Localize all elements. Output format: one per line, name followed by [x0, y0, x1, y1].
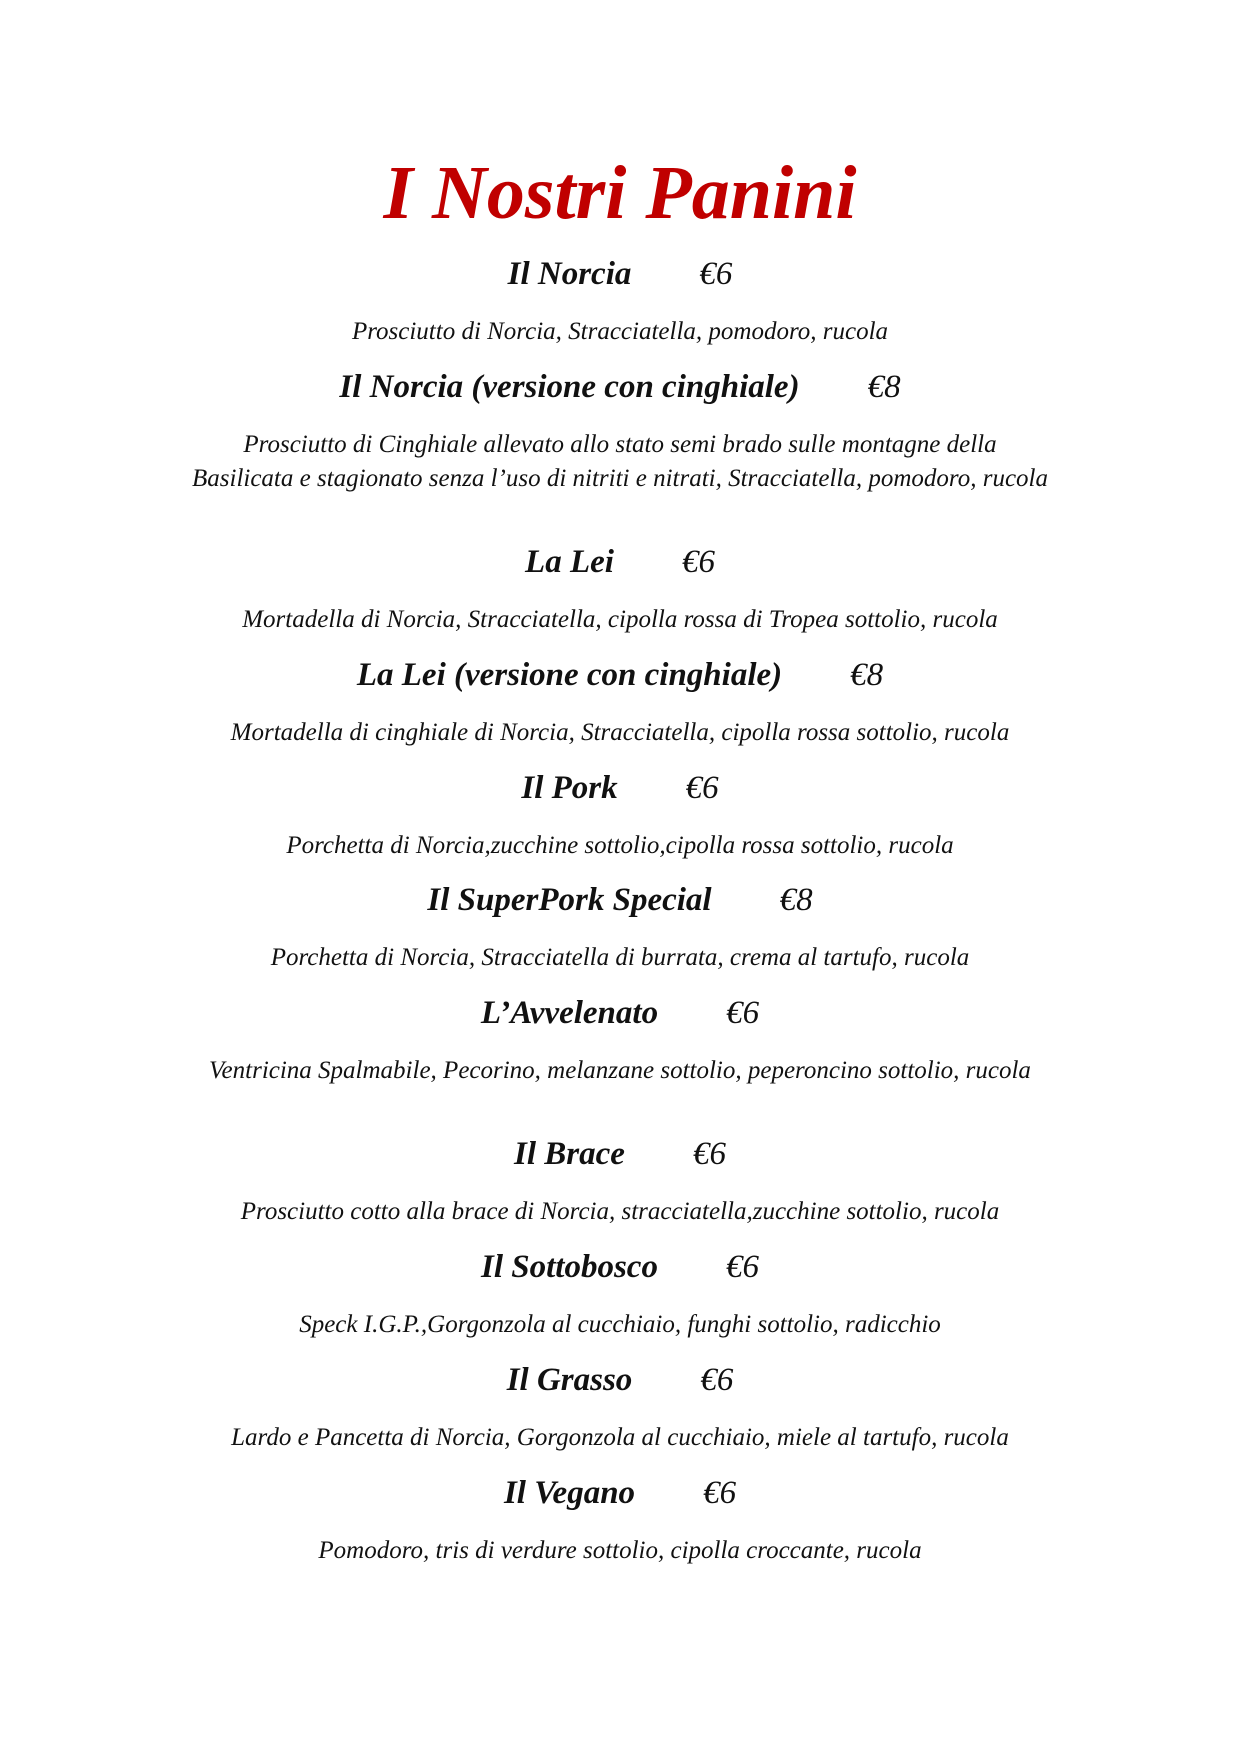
- menu-title: I Nostri Panini: [383, 151, 857, 235]
- menu-item-heading: [0, 880, 1240, 920]
- menu-item-heading: [0, 254, 1240, 294]
- menu-item-name: Il Vegano: [503, 1475, 636, 1511]
- menu-item-price: €6: [725, 1249, 759, 1285]
- menu-item-price: €6: [681, 544, 715, 580]
- menu-item-price: €6: [700, 1362, 734, 1398]
- menu-item-name: La Lei: [525, 544, 614, 580]
- menu-item-description: Speck I.G.P.,Gorgonzola al cucchiaio, funghi sottolio, radicchio: [299, 1311, 941, 1338]
- menu-item-price: €6: [703, 1475, 737, 1511]
- menu-item-name: Il SuperPork Special: [427, 882, 712, 918]
- menu-item-price: €8: [867, 369, 901, 405]
- menu-item-name: Il Norcia: [507, 256, 632, 292]
- menu-item-name: Il Brace: [514, 1136, 625, 1172]
- menu-item-heading: [0, 1247, 1240, 1287]
- menu-item-price: €8: [850, 657, 884, 693]
- menu-item-price: €6: [726, 995, 760, 1031]
- menu-item-heading: [0, 655, 1240, 695]
- menu-item-price: €8: [779, 882, 813, 918]
- menu-item-name: L’Avvelenato: [480, 995, 659, 1031]
- menu-item-description: Prosciutto cotto alla brace di Norcia, stracciatella,zucchine sottolio, rucola: [240, 1198, 1000, 1225]
- menu-item-description: Prosciutto di Cinghiale allevato allo stato semi brado sulle montagne della Basilicata e stagionato senza l’uso di nitriti e nitrati, Stracciatella, pomodoro, rucola: [192, 431, 1048, 492]
- menu-item-description: Prosciutto di Norcia, Stracciatella, pomodoro, rucola: [351, 318, 889, 345]
- menu-item-heading: [0, 768, 1240, 808]
- menu-item-heading: [0, 367, 1240, 407]
- menu-item-price: €6: [699, 256, 733, 292]
- menu-item-description: Pomodoro, tris di verdure sottolio, cipolla croccante, rucola: [318, 1537, 922, 1564]
- menu-item-description: Porchetta di Norcia, Stracciatella di burrata, crema al tartufo, rucola: [270, 944, 970, 971]
- menu-item-name: Il Pork: [521, 770, 618, 806]
- menu-item-description: Porchetta di Norcia,zucchine sottolio,cipolla rossa sottolio, rucola: [286, 832, 954, 859]
- menu-item-heading: [0, 542, 1240, 582]
- menu-item-name: Il Sottobosco: [481, 1249, 658, 1285]
- menu-item-name: La Lei (versione con cinghiale): [356, 657, 783, 693]
- menu-item-heading: [0, 1360, 1240, 1400]
- menu-item-description: Mortadella di cinghiale di Norcia, Stracciatella, cipolla rossa sottolio, rucola: [230, 719, 1010, 746]
- menu-item-description: Mortadella di Norcia, Stracciatella, cipolla rossa di Tropea sottolio, rucola: [242, 606, 998, 633]
- menu-item-heading: [0, 1473, 1240, 1513]
- menu-item-heading: [0, 993, 1240, 1033]
- menu-item-heading: [0, 1134, 1240, 1174]
- menu-item-name: Il Norcia (versione con cinghiale): [339, 369, 800, 405]
- menu-item-description: Lardo e Pancetta di Norcia, Gorgonzola al cucchiaio, miele al tartufo, rucola: [231, 1424, 1009, 1451]
- menu-item-description: Ventricina Spalmabile, Pecorino, melanzane sottolio, peperoncino sottolio, rucola: [209, 1057, 1031, 1084]
- menu-item-price: €6: [692, 1136, 726, 1172]
- menu-item-price: €6: [685, 770, 719, 806]
- menu-item-name: Il Grasso: [506, 1362, 633, 1398]
